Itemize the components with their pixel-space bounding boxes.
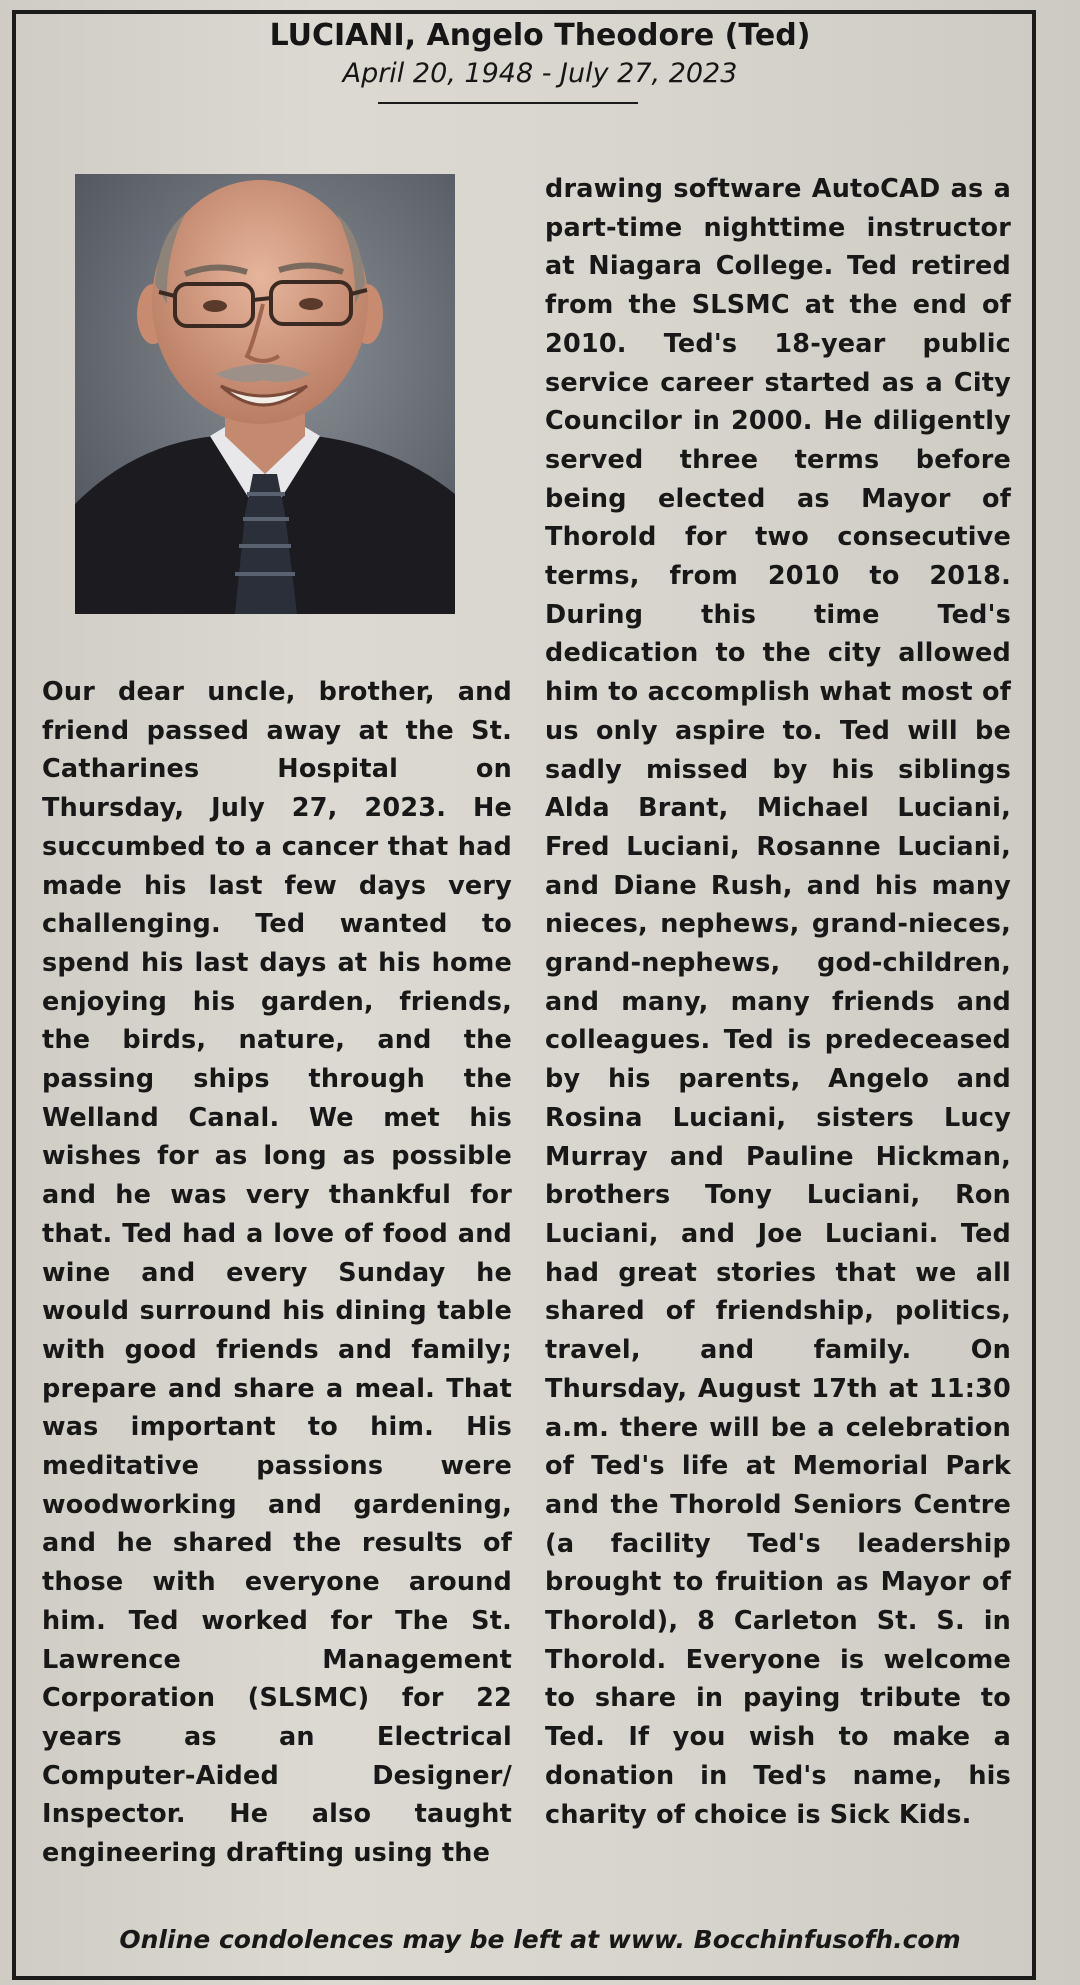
portrait-illustration xyxy=(75,174,455,614)
obituary-name: LUCIANI, Angelo Theodore (Ted) xyxy=(269,18,811,53)
obituary-text-right-column: drawing software AutoCAD as a part-time nighttime instructor at Niagara College. Ted retired from the SLSMC at the end of 2010. Ted's 18-year public service career started as a City Councilor in 2000. He diligently served three terms before being elected as Mayor of Thorold for two consecutive terms, from 2010 to 2018. During this time Ted's dedication to the city allowed him to accomplish what most of us only aspire to. Ted will be sadly missed by his siblings Alda Brant, Michael Luciani, Fred Luciani, Rosanne Luciani, and Diane Rush, and his many nieces, nephews, grand-nieces, grand-nephews, god-children, and many, many friends and colleagues. Ted is predeceased by his parents, Angelo and Rosina Luciani, sisters Lucy Murray and Pauline Hickman, brothers Tony Luciani, Ron Luciani, and Joe Luciani. Ted had great stories that we all shared of friendship, politics, travel, and family. On Thursday, August 17th at 11:30 a.m. there will be a celebration of Ted's life at Memorial Park and the Thorold Seniors Centre (a facility Ted's leadership brought to fruition as Mayor of Thorold), 8 Carleton St. S. in Thorold. Everyone is welcome to share in paying tribute to Ted. If you wish to make a donation in Ted's name, his charity of choice is Sick Kids. xyxy=(545,174,1011,1830)
portrait-photo xyxy=(75,174,455,614)
title-divider xyxy=(378,102,638,104)
condolences-note: Online condolences may be left at www. Bocchinfusofh.com xyxy=(119,1925,961,1954)
obituary-dates: April 20, 1948 - July 27, 2023 xyxy=(342,58,738,89)
obituary-text-left-column: Our dear uncle, brother, and friend passed away at the St. Catharines Hospital on Thursday, July 27, 2023. He succumbed to a cancer that had made his last few days very challenging. Ted wanted to spend his last days at his home enjoying his garden, friends, the birds, nature, and the passing ships through the Welland Canal. We met his wishes for as long as possible and he was very thankful for that. Ted had a love of food and wine and every Sunday he would surround his dining table with good friends and family; prepare and share a meal. That was important to him. His meditative passions were woodworking and gardening, and he shared the results of those with everyone around him. Ted worked for The St. Lawrence Management Corporation (SLSMC) for 22 years as an Electrical Computer-Aided Designer/ Inspector. He also taught engineering drafting using the xyxy=(42,677,512,1869)
